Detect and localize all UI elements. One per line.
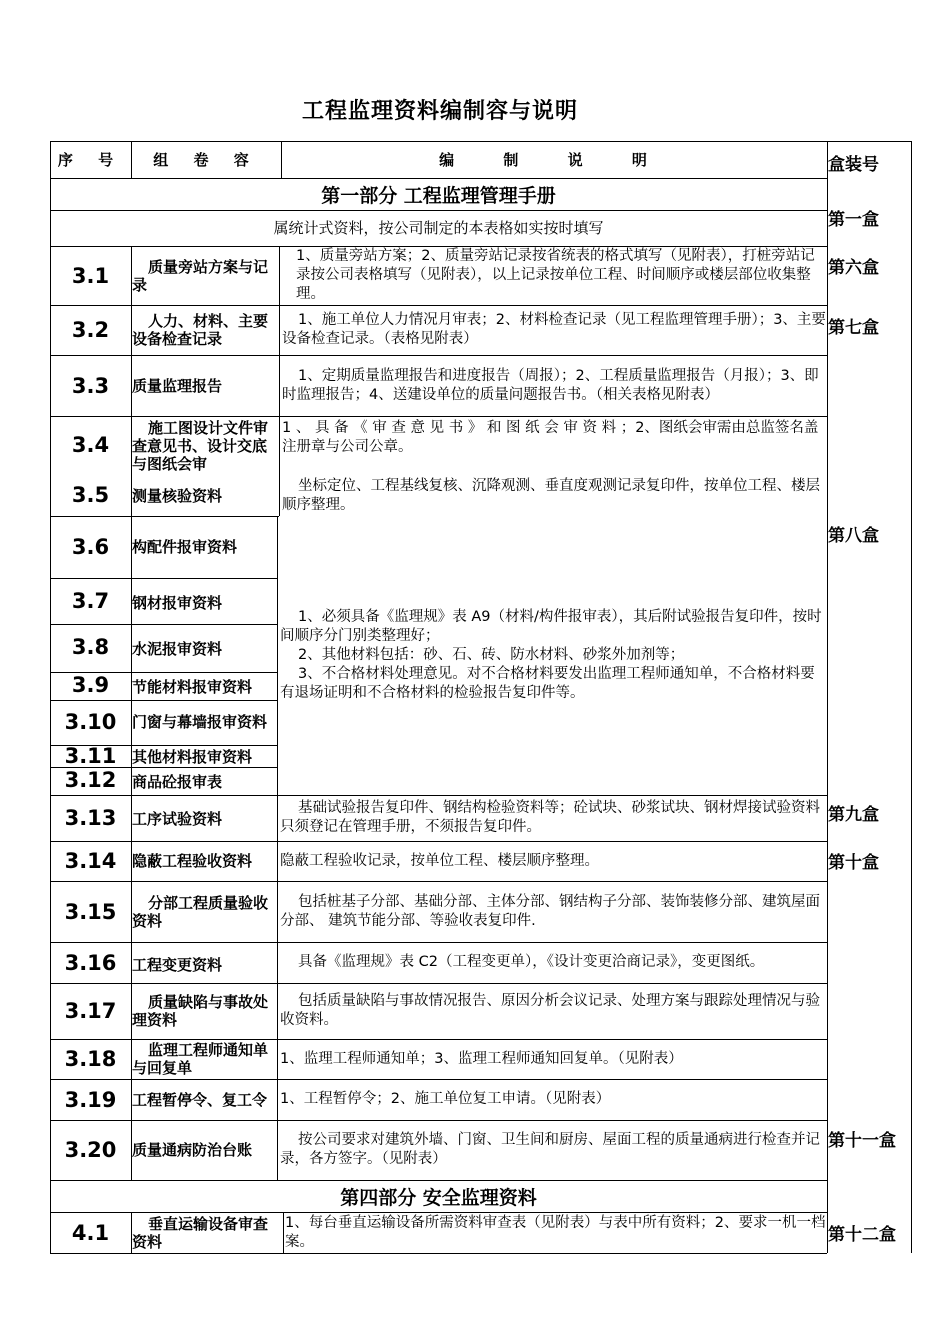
row-number: 4.1 [71, 1220, 110, 1245]
row-desc: 1、施工单位人力情况月审表；2、材料检查记录（见工程监理管理手册）；3、主要设备检查记录。（表格见附表） [282, 312, 826, 347]
row-name: 构配件报审资料 [132, 538, 238, 556]
row-desc: 包括桩基子分部、基础分部、主体分部、钢结构子分部、装饰装修分部、建筑屋面分部、 建筑节能分部、等验收表复印件. [280, 893, 820, 929]
box-label: 第一盒 [828, 210, 879, 230]
row-name: 施工图设计文件审查意见书、设计交底与图纸会审 [132, 419, 269, 473]
box-label: 第十二盒 [828, 1225, 896, 1245]
row-name: 测量核验资料 [132, 487, 223, 505]
row-desc: 按公司要求对建筑外墙、门窗、卫生间和厨房、屋面工程的质量通病进行检查并记录，各方签字。（见附表） [280, 1132, 820, 1167]
row-desc: 隐蔽工程验收记录，按单位工程、楼层顺序整理。 [280, 852, 599, 869]
row-desc: 基础试验报告复印件、钢结构检验资料等；砼试块、砂浆试块、钢材焊接试验资料只须登记在管理手册，不须报告复印件。 [280, 800, 820, 835]
row-number: 3.2 [71, 318, 110, 342]
row-name: 监理工程师通知单与回复单 [132, 1041, 269, 1077]
row-name: 隐蔽工程验收资料 [132, 852, 253, 870]
row-number: 3.7 [71, 589, 110, 613]
header-no: 序 号 [57, 151, 124, 169]
row-desc: 1、监理工程师通知单；3、监理工程师通知回复单。（见附表） [280, 1050, 683, 1067]
row-desc: 具备《监理规》表 C2（工程变更单），《设计变更洽商记录》，变更图纸。 [298, 954, 765, 970]
row-name: 节能材料报审资料 [132, 678, 253, 696]
row-name: 水泥报审资料 [132, 640, 223, 658]
row-number: 3.19 [64, 1087, 117, 1112]
row-name: 质量缺陷与事故处理资料 [132, 993, 269, 1029]
row-number: 3.18 [64, 1047, 117, 1071]
row-number: 3.8 [71, 635, 110, 659]
header-box: 盒装号 [828, 155, 879, 175]
row-desc: 坐标定位、工程基线复核、沉降观测、垂直度观测记录复印件，按单位工程、楼层顺序整理。 [282, 478, 820, 513]
row-number: 3.6 [71, 535, 110, 559]
row-number: 3.1 [71, 263, 110, 288]
row-name: 钢材报审资料 [132, 594, 223, 612]
row-number: 3.15 [64, 899, 117, 924]
row-name: 人力、材料、主要设备检查记录 [132, 312, 269, 348]
row-name: 垂直运输设备审查资料 [132, 1214, 269, 1251]
row-number: 3.3 [71, 373, 110, 398]
row-name: 工序试验资料 [132, 810, 223, 828]
row-number: 3.17 [64, 999, 117, 1023]
row-desc: 1、工程暂停令；2、施工单位复工申请。（见附表） [280, 1091, 611, 1107]
row-name: 商品砼报审表 [132, 773, 223, 791]
row-number: 3.20 [64, 1138, 117, 1162]
row-name: 工程变更资料 [132, 955, 223, 974]
row-number: 3.5 [71, 483, 110, 507]
row-number: 3.10 [64, 710, 117, 734]
row-desc: 1、质量旁站方案；2、质量旁站记录按省统表的格式填写（见附表），打桩旁站记录按公司表格填写（见附表），以上记录按单位工程、时间顺序或楼层部位收集整理。 [296, 248, 815, 302]
row-desc: 1、每台垂直运输设备所需资料审查表（见附表）与表中所有资料；2、要求一机一档案。 [285, 1214, 826, 1250]
row-desc: 包括质量缺陷与事故情况报告、原因分析会议记录、处理方案与跟踪处理情况与验收资料。 [280, 993, 820, 1028]
row-number: 3.16 [64, 950, 117, 975]
section-part1: 第一部分 工程监理管理手册 [321, 184, 556, 207]
row-desc: 1、定期质量监理报告和进度报告（周报）；2、工程质量监理报告（月报）；3、即时监理报告；4、送建设单位的质量问题报告书。（相关表格见附表） [282, 367, 819, 403]
header-content: 组 卷 容 [153, 151, 259, 169]
row-name: 分部工程质量验收资料 [132, 893, 269, 930]
box-label: 第六盒 [828, 258, 879, 278]
row-number: 3.9 [71, 673, 110, 697]
section-part1-note: 属统计式资料，按公司制定的本表格如实按时填写 [273, 218, 604, 237]
row-name: 其他材料报审资料 [132, 747, 253, 766]
row-name: 质量旁站方案与记录 [132, 257, 269, 294]
row-desc: 1 、 具 备 《 审 查 意 见 书 》 和 图 纸 会 审 资 料 ；2、图纸会审需由总监签名盖注册章与公司公章。 [282, 420, 819, 455]
box-label: 第八盒 [828, 526, 879, 546]
row-number: 3.11 [64, 743, 117, 768]
row-name: 门窗与幕墙报审资料 [132, 713, 268, 731]
box-label: 第十一盒 [828, 1131, 896, 1151]
section-part4: 第四部分 安全监理资料 [340, 1186, 537, 1209]
page-title: 工程监理资料编制容与说明 [301, 99, 578, 124]
box-label: 第九盒 [828, 805, 879, 825]
row-number: 3.12 [64, 768, 117, 792]
row-number: 3.4 [71, 433, 110, 457]
row-name: 质量监理报告 [132, 376, 223, 395]
materials-desc: 1、必须具备《监理规》表 A9（材料/构件报审表），其后附试验报告复印件，按时间顺序分门别类整理好； 2、其他材料包括：砂、石、砖、防水材料、砂浆外加剂等； 3、不合格材料处理意见。对不合格材料要发出监理工程师通知单，不合格材料要有退场证明和不合格材料的检验报告复印件等。 [280, 609, 822, 701]
box-label: 第十盒 [828, 853, 879, 873]
header-desc: 编 制 说 明 [439, 151, 669, 169]
box-label: 第七盒 [828, 318, 879, 338]
row-name: 工程暂停令、复工令 [132, 1090, 268, 1109]
row-number: 3.13 [64, 806, 117, 830]
row-name: 质量通病防治台账 [132, 1141, 253, 1159]
row-number: 3.14 [64, 849, 117, 873]
